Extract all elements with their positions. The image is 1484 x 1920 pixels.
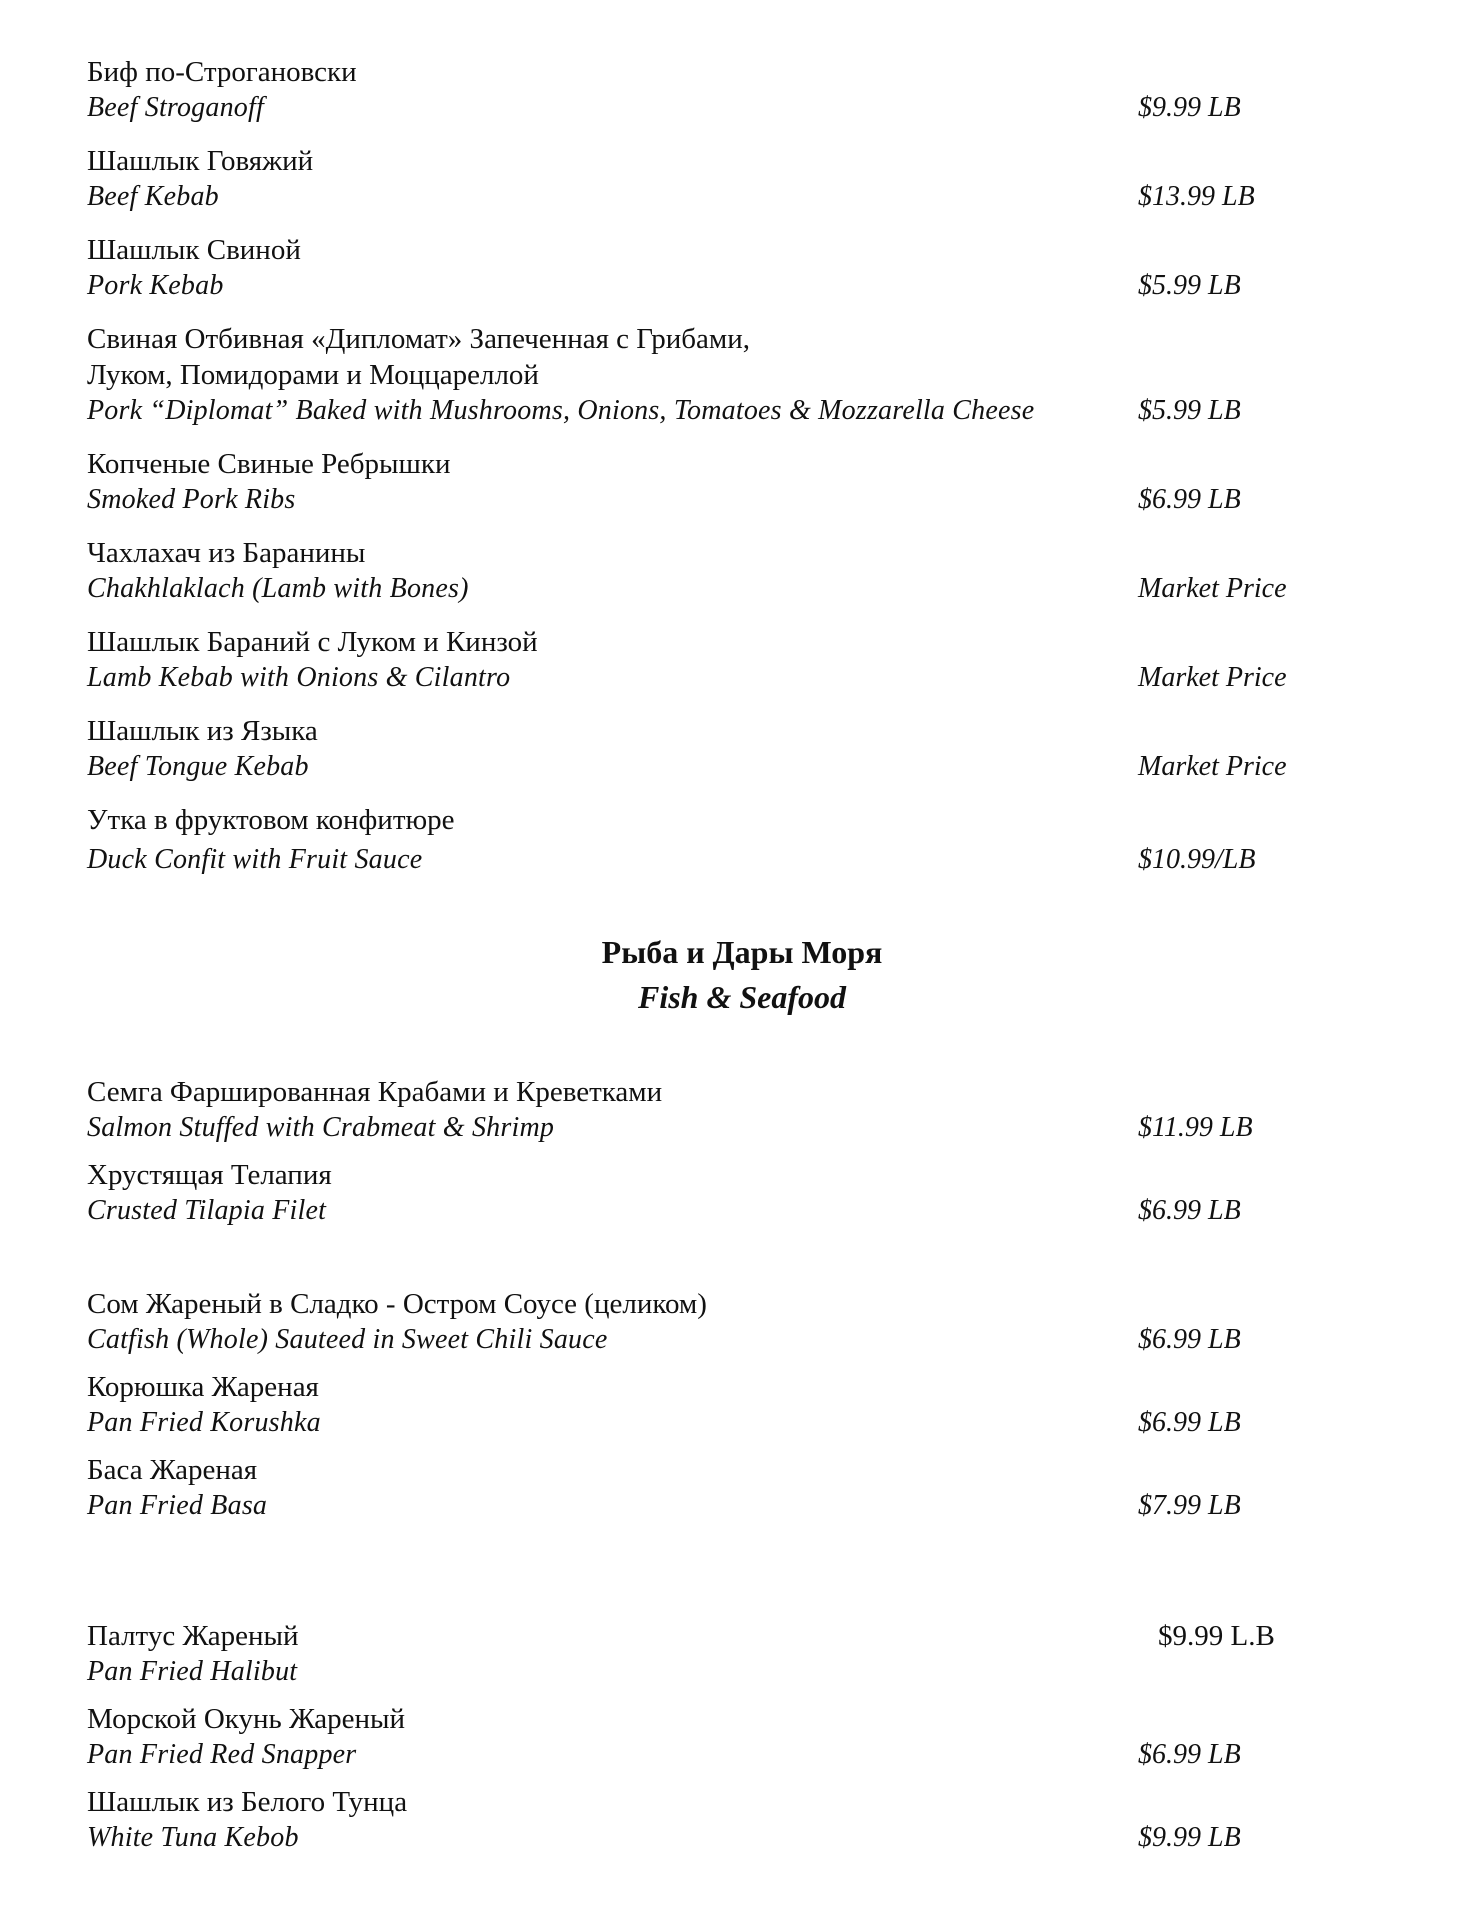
- item-price: $9.99 L.B: [1158, 1620, 1275, 1652]
- item-price: $5.99 LB: [1138, 395, 1241, 426]
- item-name-en: Pan Fried Red Snapper: [87, 1739, 357, 1770]
- section-title-en: Fish & Seafood: [637, 979, 847, 1015]
- item-name-ru: Семга Фаршированная Крабами и Креветками: [87, 1076, 663, 1108]
- item-name-ru: Шашлык из Языка: [87, 715, 318, 747]
- item-name-en: Pan Fried Korushka: [87, 1407, 321, 1438]
- section-heading: [0, 930, 1484, 1020]
- item-name-en: Beef Stroganoff: [87, 92, 264, 123]
- item-name-ru: Шашлык Бараний с Луком и Кинзой: [87, 626, 538, 658]
- item-name-ru: Копченые Свиные Ребрышки: [87, 448, 451, 480]
- item-name-ru: Чахлахач из Баранины: [87, 537, 366, 569]
- item-name-ru-line2: Луком, Помидорами и Моццареллой: [87, 359, 539, 391]
- item-price: $10.99/LB: [1138, 844, 1256, 875]
- item-name-ru: Утка в фруктовом конфитюре: [87, 804, 455, 836]
- item-name-en: Chakhlaklach (Lamb with Bones): [87, 573, 469, 604]
- item-price: $11.99 LB: [1138, 1112, 1253, 1143]
- item-name-en: Beef Tongue Kebab: [87, 751, 309, 782]
- item-name-ru: Палтус Жареный: [87, 1620, 299, 1652]
- item-name-en: Beef Kebab: [87, 181, 219, 212]
- item-price: Market Price: [1138, 751, 1287, 782]
- item-name-en: Pan Fried Basa: [87, 1490, 268, 1521]
- item-name-ru: Шашлык Свиной: [87, 234, 301, 266]
- item-name-en: Duck Confit with Fruit Sauce: [87, 844, 423, 875]
- item-name-en: Smoked Pork Ribs: [87, 484, 296, 515]
- item-name-en: Catfish (Whole) Sauteed in Sweet Chili Sauce: [87, 1324, 608, 1355]
- item-name-en: Pan Fried Halibut: [87, 1656, 298, 1687]
- item-price: $6.99 LB: [1138, 484, 1241, 515]
- item-name-en: Pork Kebab: [87, 270, 224, 301]
- item-name-ru: Биф по-Строгановски: [87, 56, 357, 88]
- item-price: Market Price: [1138, 573, 1287, 604]
- item-name-en: White Tuna Kebob: [87, 1822, 299, 1853]
- item-price: $5.99 LB: [1138, 270, 1241, 301]
- item-price: Market Price: [1138, 662, 1287, 693]
- item-name-en: Pork “Diplomat” Baked with Mushrooms, Onions, Tomatoes & Mozzarella Cheese: [87, 395, 1035, 426]
- item-name-ru: Хрустящая Телапия: [87, 1159, 332, 1191]
- item-price: $9.99 LB: [1138, 1822, 1241, 1853]
- item-price: $7.99 LB: [1138, 1490, 1241, 1521]
- item-price: $6.99 LB: [1138, 1407, 1241, 1438]
- item-price: $6.99 LB: [1138, 1324, 1241, 1355]
- item-name-ru: Шашлык из Белого Тунца: [87, 1786, 408, 1818]
- item-name-ru: Свиная Отбивная «Дипломат» Запеченная с Грибами,: [87, 323, 751, 355]
- item-name-en: Lamb Kebab with Onions & Cilantro: [87, 662, 511, 693]
- item-name-ru: Сом Жареный в Сладко - Остром Соусе (целиком): [87, 1288, 707, 1320]
- item-price: $13.99 LB: [1138, 181, 1255, 212]
- item-name-en: Salmon Stuffed with Crabmeat & Shrimp: [87, 1112, 555, 1143]
- item-price: $9.99 LB: [1138, 92, 1241, 123]
- item-price: $6.99 LB: [1138, 1739, 1241, 1770]
- item-name-ru: Корюшка Жареная: [87, 1371, 319, 1403]
- item-price: $6.99 LB: [1138, 1195, 1241, 1226]
- item-name-ru: Морской Окунь Жареный: [87, 1703, 405, 1735]
- item-name-ru: Баса Жареная: [87, 1454, 258, 1486]
- item-name-en: Crusted Tilapia Filet: [87, 1195, 327, 1226]
- item-name-ru: Шашлык Говяжий: [87, 145, 314, 177]
- section-title-ru: Рыба и Дары Моря: [601, 934, 883, 970]
